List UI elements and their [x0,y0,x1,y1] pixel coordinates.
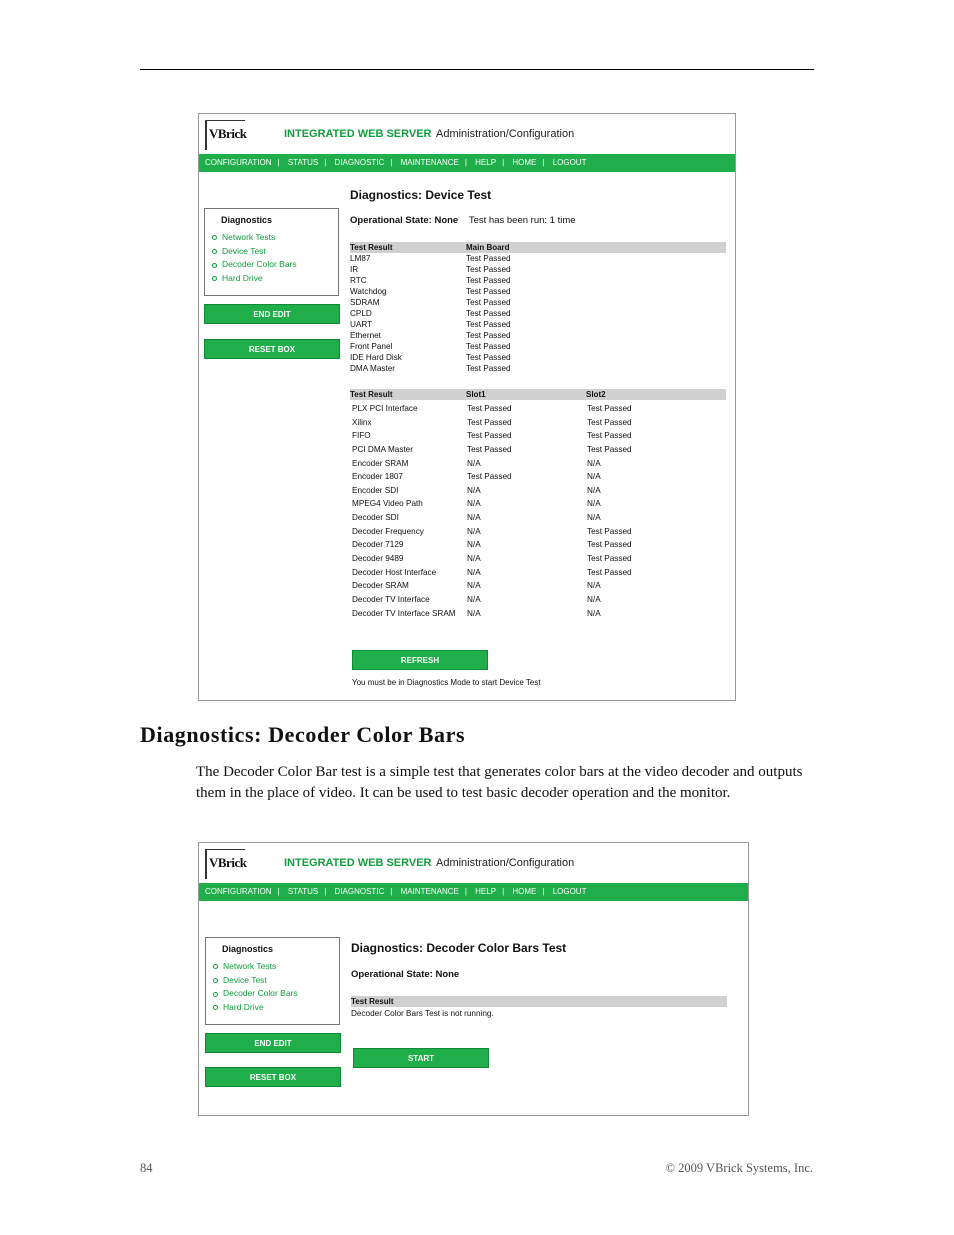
table-cell: Test Passed [587,526,632,536]
table-cell: Decoder 9489 [352,554,404,564]
table-cell: PCI DMA Master [352,444,413,454]
table-cell: N/A [587,499,601,509]
table-cell: Test Passed [466,265,511,274]
table-cell: Ethernet [350,331,381,340]
page-title: Diagnostics: Device Test [350,188,492,202]
table-cell: N/A [467,540,481,550]
table-cell: N/A [587,608,601,618]
reset-box-button[interactable]: RESET BOX [204,339,340,359]
table-cell: Test Passed [466,309,511,318]
menu-item-decoder-color-bars[interactable]: Decoder Color Bars [212,258,297,272]
table-cell: N/A [467,458,481,468]
table-cell: Test Passed [467,444,512,454]
nav-maintenance[interactable]: MAINTENANCE [400,887,459,896]
table-cell: Test Passed [467,431,512,441]
device-test-screenshot [198,113,736,701]
top-nav: CONFIGURATION | STATUS | DIAGNOSTIC | MAINTENANCE | HELP | HOME | LOGOUT [199,883,748,901]
bullet-icon [212,235,217,240]
table-cell: Test Passed [466,276,511,285]
bullet-icon [212,263,217,268]
nav-help[interactable]: HELP [475,158,497,167]
menu-item-network-tests[interactable]: Network Tests [213,960,298,974]
menu-heading: Diagnostics [222,944,274,954]
operational-state-value: None [435,969,460,980]
operational-state: Operational State: None [351,969,460,980]
table-cell: Test Passed [467,472,512,482]
diagnostics-menu [205,937,340,1025]
table-cell: Decoder SDI [352,513,399,523]
nav-logout[interactable]: LOGOUT [552,887,587,896]
menu-item-device-test[interactable]: Device Test [212,245,297,259]
page-number: 84 [140,1161,153,1175]
table-cell: N/A [467,499,481,509]
end-edit-button[interactable]: END EDIT [204,304,340,324]
section-title: Administration/Configuration [436,857,575,869]
nav-configuration[interactable]: CONFIGURATION [205,887,272,896]
nav-status[interactable]: STATUS [287,887,319,896]
color-bars-screenshot [198,842,749,1116]
table-cell: Test Passed [467,404,512,413]
end-edit-button[interactable]: END EDIT [205,1033,341,1053]
operational-state-value: None [434,215,459,226]
table-cell: N/A [467,567,481,577]
nav-configuration[interactable]: CONFIGURATION [205,158,272,167]
diagnostics-mode-note: You must be in Diagnostics Mode to start Device Test [352,678,541,687]
table-cell: N/A [587,513,601,523]
table-cell: Encoder SDI [352,485,399,495]
table-cell: N/A [467,485,481,495]
table-cell: Test Passed [466,331,511,340]
bullet-icon [213,978,218,983]
table-cell: Test Passed [466,342,511,351]
table-cell: N/A [587,581,601,591]
menu-item-decoder-color-bars[interactable]: Decoder Color Bars [213,987,298,1001]
table-cell: LM87 [350,254,371,263]
app-header [199,114,735,154]
table-cell: FIFO [352,431,371,441]
nav-logout[interactable]: LOGOUT [552,158,587,167]
nav-diagnostic[interactable]: DIAGNOSTIC [334,158,385,167]
page-title: Diagnostics: Decoder Color Bars Test [351,941,567,955]
server-title: INTEGRATED WEB SERVER [284,128,432,140]
table-cell: N/A [467,526,481,536]
copyright: © 2009 VBrick Systems, Inc. [665,1161,813,1175]
table-cell: N/A [587,594,601,604]
table-cell: Test Passed [587,554,632,564]
nav-home[interactable]: HOME [512,158,537,167]
table-cell: RTC [350,276,367,285]
test-status: Decoder Color Bars Test is not running. [351,1009,494,1018]
table-cell: IDE Hard Disk [350,353,402,362]
table-cell: Xilinx [352,417,372,427]
table-cell: Test Passed [587,417,632,427]
table-cell: N/A [587,458,601,468]
vbrick-logo: VBrick [205,849,245,879]
table-cell: MPEG4 Video Path [352,499,423,509]
table-cell: Encoder 1807 [352,472,403,482]
table-cell: Test Passed [466,320,511,329]
table-cell: Test Passed [467,417,512,427]
nav-maintenance[interactable]: MAINTENANCE [400,158,459,167]
bullet-icon [213,992,218,997]
vbrick-logo: VBrick [205,120,245,150]
section-title: Administration/Configuration [436,128,575,140]
table-cell: N/A [467,513,481,523]
table-cell: Test Passed [587,567,632,577]
table-cell: Decoder Frequency [352,526,424,536]
table-cell: Front Panel [350,342,393,351]
table-cell: SDRAM [350,298,380,307]
menu-item-device-test[interactable]: Device Test [213,974,298,988]
table-cell: Test Passed [466,254,511,263]
table-cell: Watchdog [350,287,387,296]
table-cell: N/A [587,472,601,482]
table-cell: IR [350,265,359,274]
top-nav: CONFIGURATION | STATUS | DIAGNOSTIC | MAINTENANCE | HELP | HOME | LOGOUT [199,154,735,172]
table-cell: CPLD [350,309,372,318]
table-cell: DMA Master [350,364,396,373]
menu-heading: Diagnostics [221,215,273,225]
table-cell: N/A [467,594,481,604]
table-cell: Test Passed [587,444,632,454]
table-cell: Test Passed [587,431,632,441]
table-cell: Encoder SRAM [352,458,409,468]
table-cell: Test Passed [466,287,511,296]
section-heading: Diagnostics: Decoder Color Bars [140,722,466,747]
app-header [199,843,748,883]
table-cell: Test Passed [587,404,632,413]
bullet-icon [213,1005,218,1010]
table-cell: N/A [467,608,481,618]
table-cell: Decoder TV Interface SRAM [352,608,456,618]
menu-item-hard-drive[interactable]: Hard Drive [213,1001,298,1015]
menu-item-hard-drive[interactable]: Hard Drive [212,272,297,286]
nav-status[interactable]: STATUS [287,158,319,167]
start-button[interactable]: START [353,1048,489,1068]
table-cell: N/A [587,485,601,495]
table-cell: UART [350,320,373,329]
table-cell: N/A [467,581,481,591]
diagnostics-menu [204,208,339,296]
section-paragraph: The Decoder Color Bar test is a simple test that generates color bars at the video decoder and outputs them in the place of video. It can be used to test basic decoder operation and the monitor. [196,764,803,801]
bullet-icon [212,249,217,254]
top-rule [140,69,814,70]
table-cell: N/A [467,554,481,564]
nav-diagnostic[interactable]: DIAGNOSTIC [334,887,385,896]
table-cell: Test Passed [466,353,511,362]
server-title: INTEGRATED WEB SERVER [284,857,432,869]
bullet-icon [212,276,217,281]
main-board-table-header: Test Result Main Board [350,242,726,253]
table-cell: Decoder SRAM [352,581,409,591]
run-count: Test has been run: 1 time [468,215,576,226]
nav-help[interactable]: HELP [475,887,497,896]
nav-home[interactable]: HOME [512,887,537,896]
table-cell: Decoder 7129 [352,540,404,550]
menu-item-network-tests[interactable]: Network Tests [212,231,297,245]
table-cell: Decoder TV Interface [352,594,430,604]
operational-state: Operational State: None Test has been run: 1 time [350,215,576,226]
slot-table-header: Test Result Slot1 Slot2 [350,389,726,400]
bullet-icon [213,964,218,969]
refresh-button[interactable]: REFRESH [352,650,488,670]
test-result-header: Test Result [351,996,727,1007]
reset-box-button[interactable]: RESET BOX [205,1067,341,1087]
table-cell: PLX PCI Interface [352,404,418,413]
table-cell: Test Passed [466,364,511,373]
table-cell: Test Passed [466,298,511,307]
table-cell: Decoder Host Interface [352,567,437,577]
table-cell: Test Passed [587,540,632,550]
